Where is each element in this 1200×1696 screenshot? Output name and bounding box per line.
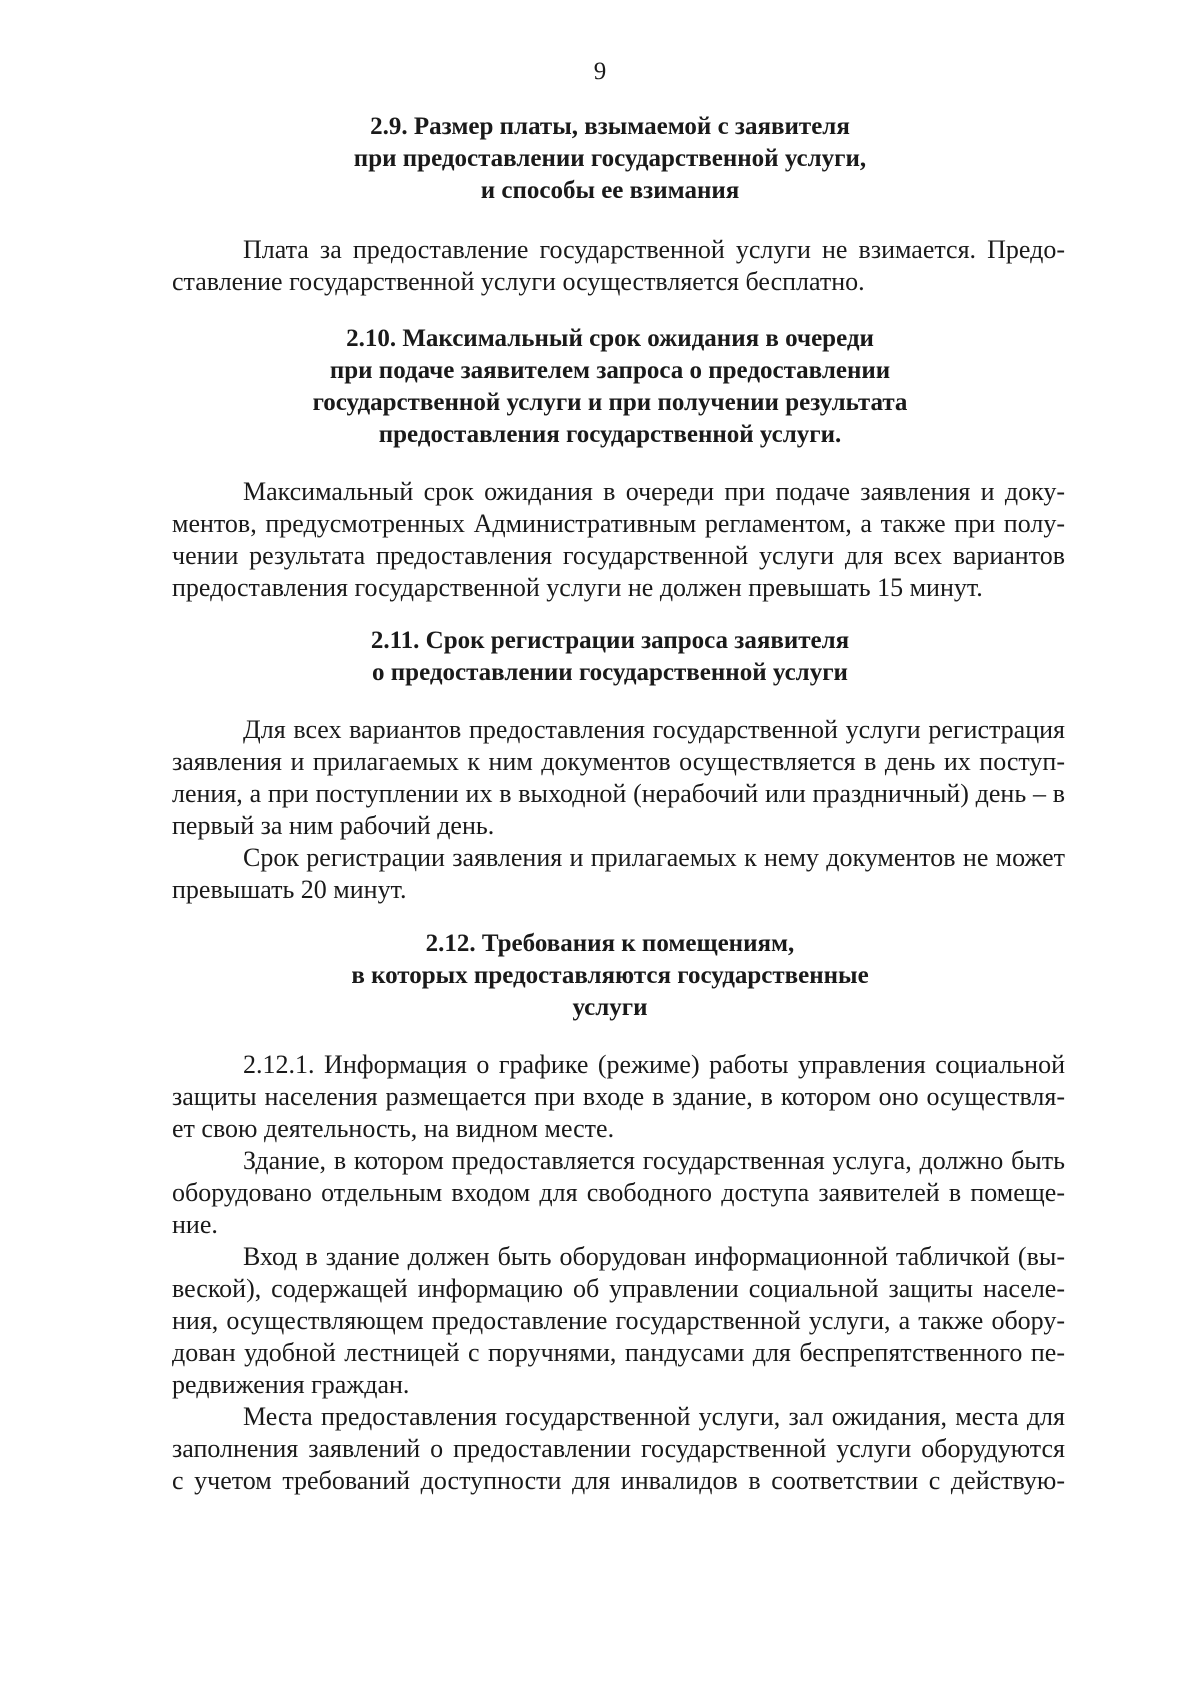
paragraph — [172, 1401, 1065, 1497]
heading-line: в которых предоставляются государственные — [351, 962, 869, 989]
page-number: 9 — [593, 58, 607, 85]
paragraph — [172, 1049, 1065, 1145]
heading-line: 2.10. Максимальный срок ожидания в очереди — [346, 325, 874, 352]
paragraph — [172, 1145, 1065, 1241]
heading-line: и способы ее взимания — [480, 177, 740, 204]
paragraph — [172, 842, 1065, 906]
text-line: Вход в здание должен быть оборудован информационной табличкой (вы- — [243, 1242, 1065, 1271]
paragraph — [172, 476, 1065, 604]
section-heading-2-9 — [160, 111, 1060, 207]
heading-line: 2.9. Размер платы, взымаемой с заявителя — [370, 113, 850, 140]
section-heading-2-10 — [160, 323, 1060, 451]
text-line: дован удобной лестницей с поручнями, пандусами для беспрепятственного пе- — [172, 1338, 1065, 1367]
text-line: заявления и прилагаемых к ним документов осуществляется в день их поступ- — [172, 747, 1065, 776]
text-line: превышать 20 минут. — [172, 875, 407, 904]
text-line: ставление государственной услуги осуществляется бесплатно. — [172, 267, 865, 296]
heading-line: государственной услуги и при получении результата — [312, 389, 908, 416]
text-line: веской), содержащей информацию об управлении социальной защиты населе- — [172, 1274, 1065, 1303]
text-line: Места предоставления государственной услуги, зал ожидания, места для — [243, 1402, 1065, 1431]
heading-line: 2.12. Требования к помещениям, — [425, 930, 795, 957]
text-line: ментов, предусмотренных Административным регламентом, а также при полу- — [172, 509, 1065, 538]
text-line: Максимальный срок ожидания в очереди при подаче заявления и доку- — [243, 477, 1065, 506]
text-line: ние. — [172, 1210, 218, 1239]
section-heading-2-12 — [160, 928, 1060, 1024]
text-line: редвижения граждан. — [172, 1370, 410, 1399]
heading-line: о предоставлении государственной услуги — [372, 659, 848, 686]
text-line: первый за ним рабочий день. — [172, 811, 495, 840]
text-line: чении результата предоставления государственной услуги для всех вариантов — [172, 541, 1065, 570]
paragraph — [172, 234, 1065, 298]
text-line: предоставления государственной услуги не должен превышать 15 минут. — [172, 573, 983, 602]
heading-line: услуги — [572, 994, 648, 1021]
text-line: ния, осуществляющем предоставление государственной услуги, а также обору- — [172, 1306, 1065, 1335]
text-line: защиты населения размещается при входе в здание, в котором оно осуществля- — [172, 1082, 1065, 1111]
paragraph — [172, 1241, 1065, 1401]
text-line: Здание, в котором предоставляется государственная услуга, должно быть — [243, 1146, 1065, 1175]
heading-line: 2.11. Срок регистрации запроса заявителя — [370, 627, 850, 654]
text-line: ет свою деятельность, на видном месте. — [172, 1114, 615, 1143]
text-line: Срок регистрации заявления и прилагаемых к нему документов не может — [243, 843, 1065, 872]
text-line: оборудовано отдельным входом для свободного доступа заявителей в помеще- — [172, 1178, 1065, 1207]
text-line: ления, а при поступлении их в выходной (нерабочий или праздничный) день – в — [172, 779, 1065, 808]
text-line: Плата за предоставление государственной услуги не взимается. Предо- — [243, 235, 1065, 264]
text-line: заполнения заявлений о предоставлении государственной услуги оборудуются — [172, 1434, 1065, 1463]
text-line: Для всех вариантов предоставления государственной услуги регистрация — [243, 715, 1065, 744]
heading-line: при предоставлении государственной услуги, — [353, 145, 867, 172]
text-line: 2.12.1. Информация о графике (режиме) работы управления социальной — [243, 1050, 1065, 1079]
heading-line: предоставления государственной услуги. — [378, 421, 842, 448]
paragraph — [172, 714, 1065, 842]
text-line: с учетом требований доступности для инвалидов в соответствии с действую- — [172, 1466, 1065, 1495]
heading-line: при подаче заявителем запроса о предоставлении — [329, 357, 891, 384]
section-heading-2-11 — [160, 625, 1060, 689]
